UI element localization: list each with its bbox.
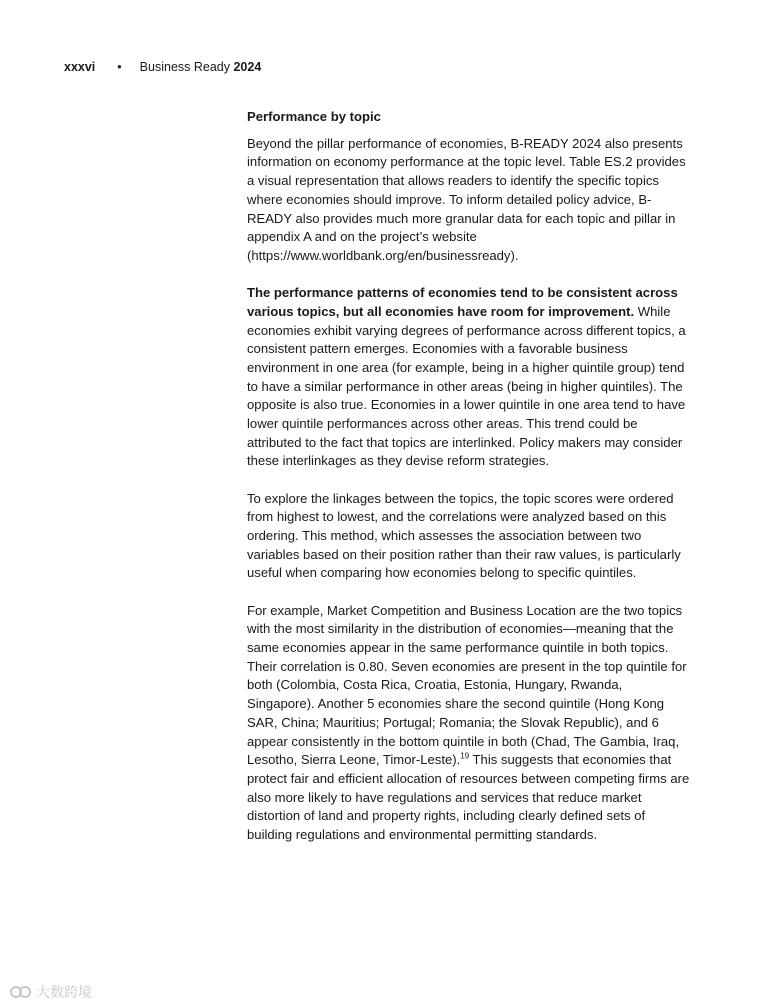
watermark bbox=[10, 982, 92, 1002]
paragraph-4-text-a: For example, Market Competition and Business Location are the two topics with the most similarity in the distribution of economies—meaning that the same economies appear in the same performance quintile in both topics. Their correlation is 0.80. Seven economies are present in the top quintile for both (Colombia, Costa Rica, Croatia, Estonia, Hungary, Rwanda, Singapore). Another 5 economies share the second quintile (Hong Kong SAR, China; Mauritius; Portugal; Romania; the Slovak Republic), and 6 appear consistently in the bottom quintile in both (Chad, The Gambia, Iraq, Lesotho, Sierra Leone, Timor-Leste). bbox=[247, 602, 687, 768]
footnote-ref-19[interactable]: 19 bbox=[460, 751, 470, 761]
watermark-text: 大数跨境 bbox=[36, 984, 92, 1000]
logo-icon bbox=[10, 984, 32, 1000]
book-title: Business Ready bbox=[139, 60, 230, 74]
page-number: xxxvi bbox=[64, 60, 96, 74]
paragraph-3: To explore the linkages between the topics, the topic scores were ordered from highest to lowest, and the correlations were analyzed based on this ordering. This method, which assesses the association between two variables based on their position rather than their raw values, is particularly useful when comparing how economies belong to specific quintiles. bbox=[247, 490, 681, 581]
book-year: 2024 bbox=[233, 60, 262, 74]
page-body bbox=[247, 108, 693, 863]
paragraph-2 bbox=[247, 284, 693, 471]
paragraph-2-lead: The performance patterns of economies tend to be consistent across various topics, but all economies have room for improvement. bbox=[247, 285, 678, 319]
paragraph-4 bbox=[247, 602, 693, 845]
section-heading: Performance by topic bbox=[247, 109, 381, 124]
paragraph-2-body: While economies exhibit varying degrees of performance across different topics, a consistent pattern emerges. Economies with a favorable business environment in one area (for example, being in a higher quintile group) tend to have a similar performance in other areas (being in higher quintiles). The opposite is also true. Economies in a lower quintile in one area tend to have lower quintile performances across other areas. This trend could be attributed to the fact that topics are interlinked. Policy makers may consider these interlinkages as they devise reform strategies. bbox=[247, 303, 686, 469]
paragraph-1: Beyond the pillar performance of economies, B-READY 2024 also presents information on economy performance at the topic level. Table ES.2 provides a visual representation that allows readers to identify the specific topics where economies should improve. To inform detailed policy advice, B-READY also provides much more granular data for each topic and pillar in appendix A and on the project’s website (https://www.worldbank.org/en/businessready). bbox=[247, 135, 686, 263]
paragraph-4-text-b: This suggests that economies that protect fair and efficient allocation of resources between competing firms are also more likely to have regulations and services that reduce market distortion of land and property rights, including clearly defined sets of building regulations and environmental permitting standards. bbox=[247, 752, 690, 843]
header-bullet: • bbox=[117, 60, 122, 74]
running-header bbox=[64, 59, 261, 75]
